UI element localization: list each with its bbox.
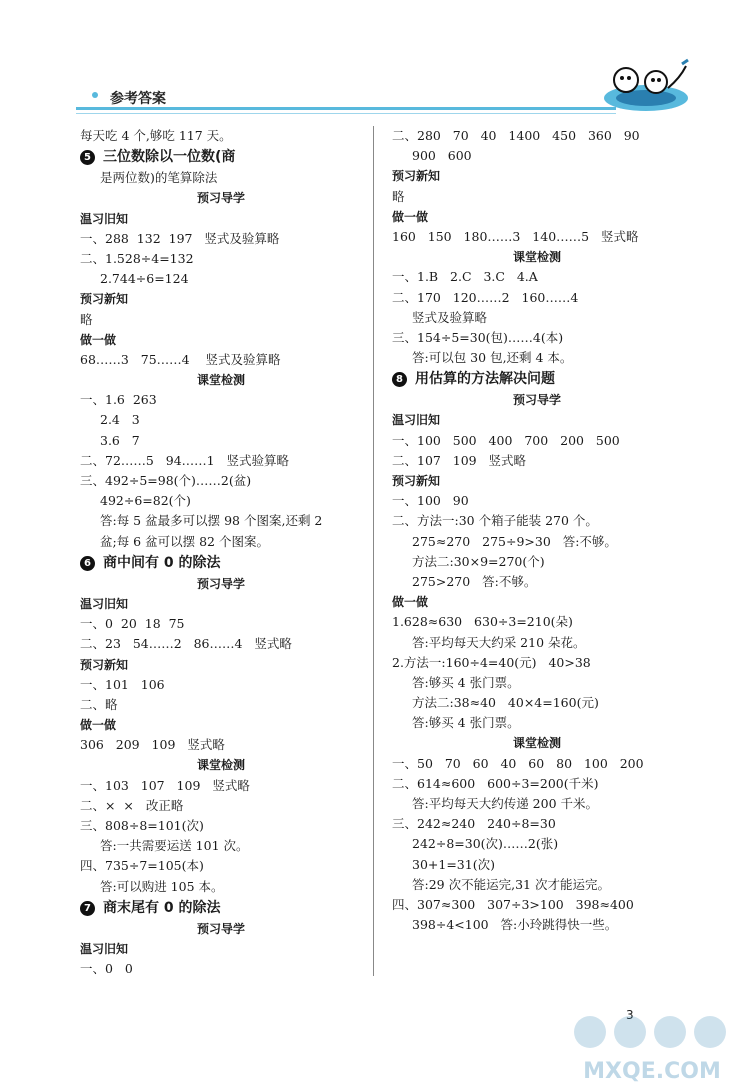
- answer-line: 答:可以包 30 包,还剩 4 本。: [412, 350, 573, 366]
- answer-line: 2.744÷6=124: [100, 271, 189, 287]
- section-heading: [392, 368, 682, 390]
- answer-line: 一、1.B 2.C 3.C 4.A: [392, 269, 538, 285]
- answer-line: 答:29 次不能运完,31 次才能运完。: [412, 876, 610, 892]
- subsection-title: 预习导学: [512, 393, 561, 408]
- watermark-logo: [560, 1010, 740, 1086]
- answer-line: 二、107 109 竖式略: [392, 452, 527, 468]
- answer-line: 二、72……5 94……1 竖式验算略: [80, 452, 290, 468]
- answer-line: 2.4 3: [100, 412, 140, 428]
- answer-line: 30+1=31(次): [412, 856, 495, 872]
- subheading: 预习新知: [80, 292, 129, 307]
- answer-line: 242÷8=30(次)……2(张): [412, 836, 559, 852]
- answer-line: 盆;每 6 盆可以摆 82 个图案。: [100, 533, 269, 549]
- answer-line: 答:平均每天大约采 210 朵花。: [412, 634, 586, 650]
- subheading: 做一做: [392, 209, 429, 224]
- subsection-title: 课堂检测: [196, 758, 245, 773]
- subsection-title: 预习导学: [196, 576, 245, 591]
- answer-line: 一、288 132 197 竖式及验算略: [80, 230, 280, 246]
- answer-line: 一、0 20 18 75: [80, 616, 185, 632]
- answer-line: 答:可以购进 105 本。: [100, 878, 224, 894]
- answer-line: 答:够买 4 张门票。: [412, 715, 520, 731]
- section-title: 商末尾有 0 的除法: [103, 899, 221, 916]
- answer-line: 一、100 90: [392, 493, 469, 509]
- answer-line: 275≈270 275÷9>30 答:不够。: [412, 533, 617, 549]
- section-number-badge: 6: [80, 556, 95, 571]
- column-divider: [373, 126, 374, 976]
- subsection-title: 预习导学: [196, 191, 245, 206]
- answer-line: 2.方法一:160÷4=40(元) 40>38: [392, 654, 591, 670]
- svg-text:MXQE.COM: MXQE.COM: [583, 1059, 721, 1084]
- section-heading: [80, 552, 362, 574]
- answer-line: 一、1.6 263: [80, 392, 157, 408]
- answer-line: 二、23 54……2 86……4 竖式略: [80, 636, 292, 652]
- subsection-title: 课堂检测: [512, 736, 561, 751]
- answer-line: 方法二:38≈40 40×4=160(元): [412, 695, 599, 711]
- answer-line: 四、307≈300 307÷3>100 398≈400: [392, 896, 634, 912]
- mascot-icon: [598, 58, 693, 116]
- answer-line: 二、170 120……2 160……4: [392, 289, 579, 305]
- subheading: 预习新知: [80, 657, 129, 672]
- subheading: 温习旧知: [80, 596, 129, 611]
- answer-line: 答:一共需要运送 101 次。: [100, 838, 249, 854]
- header-rule: [76, 107, 616, 110]
- section-title: 三位数除以一位数(商: [103, 149, 236, 166]
- header-bullet: [92, 92, 98, 98]
- answer-line: 492÷6=82(个): [100, 493, 191, 509]
- answer-line: 方法二:30×9=270(个): [412, 553, 545, 569]
- answer-line: 答:够买 4 张门票。: [412, 674, 520, 690]
- answer-line: 答:平均每天大约传递 200 千米。: [412, 796, 599, 811]
- subheading: 做一做: [80, 332, 117, 347]
- answer-line: 二、280 70 40 1400 450 360 90: [392, 128, 640, 143]
- answer-line: 略: [392, 188, 405, 204]
- subheading: 做一做: [392, 595, 429, 610]
- answer-line: 3.6 7: [100, 432, 140, 448]
- answer-line: 398÷4<100 答:小玲跳得快一些。: [412, 917, 618, 933]
- answer-line: 306 209 109 竖式略: [80, 737, 225, 753]
- answer-line: 竖式及验算略: [412, 309, 488, 325]
- answer-line: 二、略: [80, 696, 118, 712]
- answer-line: 900 600: [412, 148, 472, 164]
- answer-line: 二、1.528÷4=132: [80, 250, 194, 266]
- answer-line: 三、242≈240 240÷8=30: [392, 816, 556, 832]
- section-number-badge: 7: [80, 901, 95, 916]
- subheading: 温习旧知: [80, 211, 129, 226]
- section-number-badge: 8: [392, 372, 407, 387]
- answer-line: 二、方法一:30 个箱子能装 270 个。: [392, 513, 598, 529]
- answer-line: 三、492÷5=98(个)……2(盆): [80, 473, 252, 488]
- left-column: [80, 126, 362, 979]
- header-rule-thin: [76, 113, 616, 114]
- answer-line: 一、103 107 109 竖式略: [80, 777, 250, 793]
- answer-line: 四、735÷7=105(本): [80, 858, 204, 874]
- answer-line: 一、50 70 60 40 60 80 100 200: [392, 755, 644, 771]
- subheading: 做一做: [80, 718, 117, 733]
- page-number: 3: [626, 1008, 634, 1022]
- section-heading: [80, 146, 362, 168]
- subheading: 预习新知: [392, 169, 441, 184]
- right-column: [392, 126, 682, 935]
- section-number-badge: 5: [80, 150, 95, 165]
- answer-line: 答:每 5 盆最多可以摆 98 个图案,还剩 2: [100, 513, 323, 529]
- subsection-title: 预习导学: [196, 921, 245, 936]
- answer-line: 三、808÷8=101(次): [80, 818, 204, 833]
- subheading: 温习旧知: [392, 413, 441, 428]
- subheading: 预习新知: [392, 474, 441, 488]
- subsection-title: 课堂检测: [196, 373, 245, 388]
- section-title: 用估算的方法解决问题: [415, 371, 555, 388]
- answer-line: 略: [80, 311, 93, 327]
- answer-line: 1.628≈630 630÷3=210(朵): [392, 614, 573, 630]
- answer-line: 一、0 0: [80, 961, 133, 977]
- subsection-title: 课堂检测: [512, 250, 561, 265]
- header-title: 参考答案: [110, 91, 166, 107]
- section-title: 商中间有 0 的除法: [103, 554, 221, 571]
- answer-line: 三、154÷5=30(包)……4(本): [392, 329, 564, 345]
- answer-line: 每天吃 4 个,够吃 117 天。: [80, 128, 232, 143]
- section-heading: [80, 897, 362, 919]
- answer-line: 二、614≈600 600÷3=200(千米): [392, 775, 599, 791]
- answer-line: 一、100 500 400 700 200 500: [392, 432, 620, 448]
- answer-line: 一、101 106: [80, 676, 165, 692]
- answer-line: 160 150 180……3 140……5 竖式略: [392, 228, 639, 244]
- subheading: 温习旧知: [80, 941, 129, 956]
- answer-line: 是两位数)的笔算除法: [100, 170, 218, 186]
- answer-line: 275>270 答:不够。: [412, 573, 537, 589]
- answer-line: 68……3 75……4 竖式及验算略: [80, 351, 281, 367]
- answer-line: 二、× × 改正略: [80, 797, 184, 813]
- page-header: [0, 0, 750, 120]
